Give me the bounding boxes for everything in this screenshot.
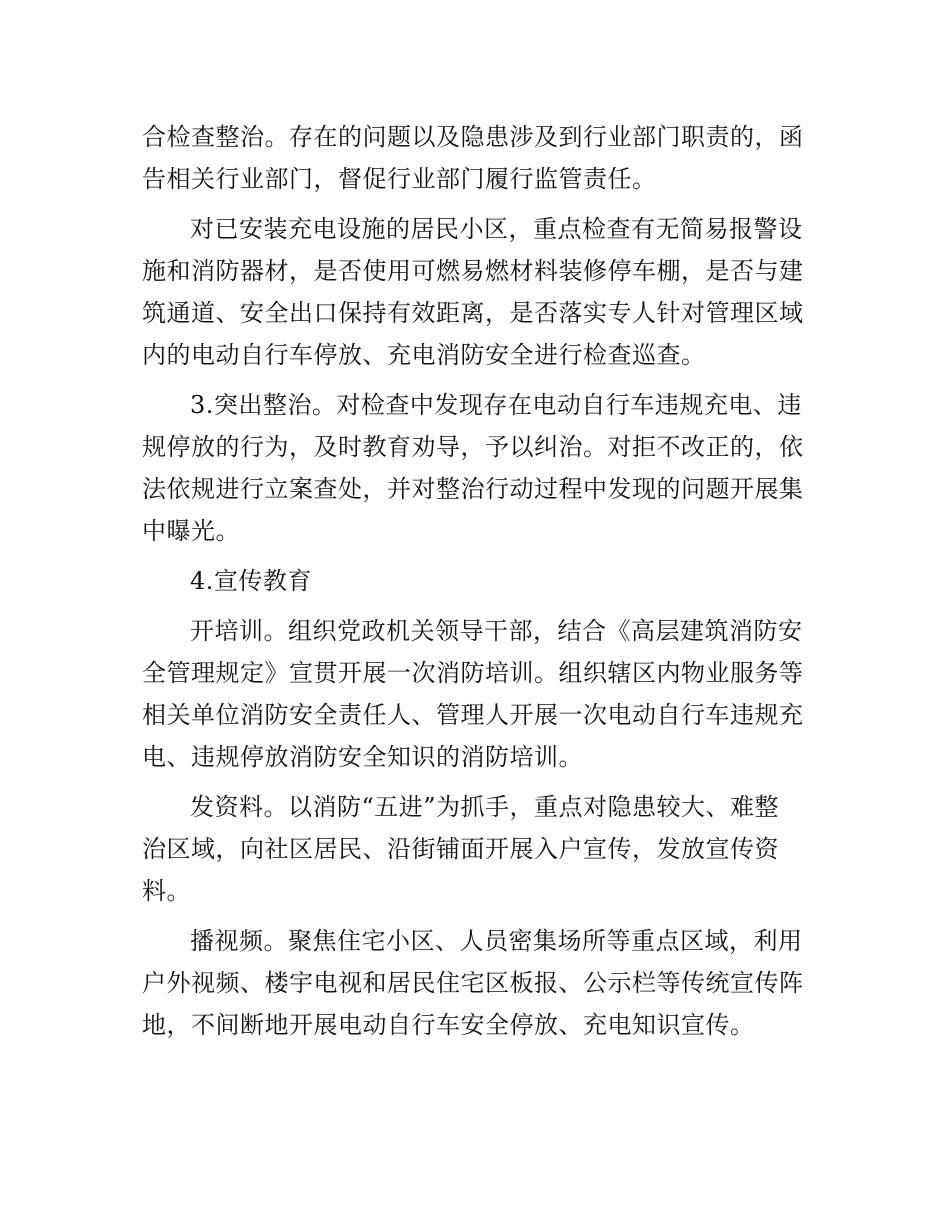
text-line: 治区域，向社区居民、沿街铺面开展入户宣传，发放宣传资 [142,835,779,863]
text-line: 发资料。以消防“五进”为抓手，重点对隐患较大、难整 [190,793,780,821]
text-line: 播视频。聚焦住宅小区、人员密集场所等重点区域，利用 [190,927,803,955]
text-line: 内的电动自行车停放、充电消防安全进行检查巡查。 [142,341,706,369]
paragraph-training [142,610,810,778]
text-line: 施和消防器材，是否使用可燃易燃材料装修停车棚，是否与建 [142,257,804,285]
paragraph-video [142,920,810,1046]
text-line: 3.突出整治。对检查中发现存在电动自行车违规充电、违 [190,391,802,419]
paragraph-1 [142,116,810,200]
text-line: 电、违规停放消防安全知识的消防培训。 [142,743,583,771]
paragraph-2 [142,208,810,376]
text-line: 告相关行业部门，督促行业部门履行监管责任。 [142,165,657,193]
section-heading-4 [142,560,810,602]
paragraph-3 [142,384,810,552]
text-line: 中曝光。 [142,517,240,545]
text-line: 地，不间断地开展电动自行车安全停放、充电知识宣传。 [142,1011,755,1039]
text-line: 法依规进行立案查处，并对整治行动过程中发现的问题开展集 [142,475,804,503]
document-body [142,116,810,1054]
text-line: 户外视频、楼宇电视和居民住宅区板报、公示栏等传统宣传阵 [142,969,804,997]
text-line: 合检查整治。存在的问题以及隐患涉及到行业部门职责的，函 [142,123,804,151]
text-line: 相关单位消防安全责任人、管理人开展一次电动自行车违规充 [142,701,804,729]
text-line: 料。 [142,877,191,905]
section-heading: 4.宣传教育 [190,567,312,595]
text-line: 对已安装充电设施的居民小区，重点检查有无简易报警设 [190,215,803,243]
text-line: 规停放的行为，及时教育劝导，予以纠治。对拒不改正的，依 [142,433,804,461]
paragraph-materials [142,786,810,912]
text-line: 开培训。组织党政机关领导干部，结合《高层建筑消防安 [190,617,803,645]
text-line: 筑通道、安全出口保持有效距离，是否落实专人针对管理区域 [142,299,804,327]
text-line: 全管理规定》宣贯开展一次消防培训。组织辖区内物业服务等 [142,659,804,687]
